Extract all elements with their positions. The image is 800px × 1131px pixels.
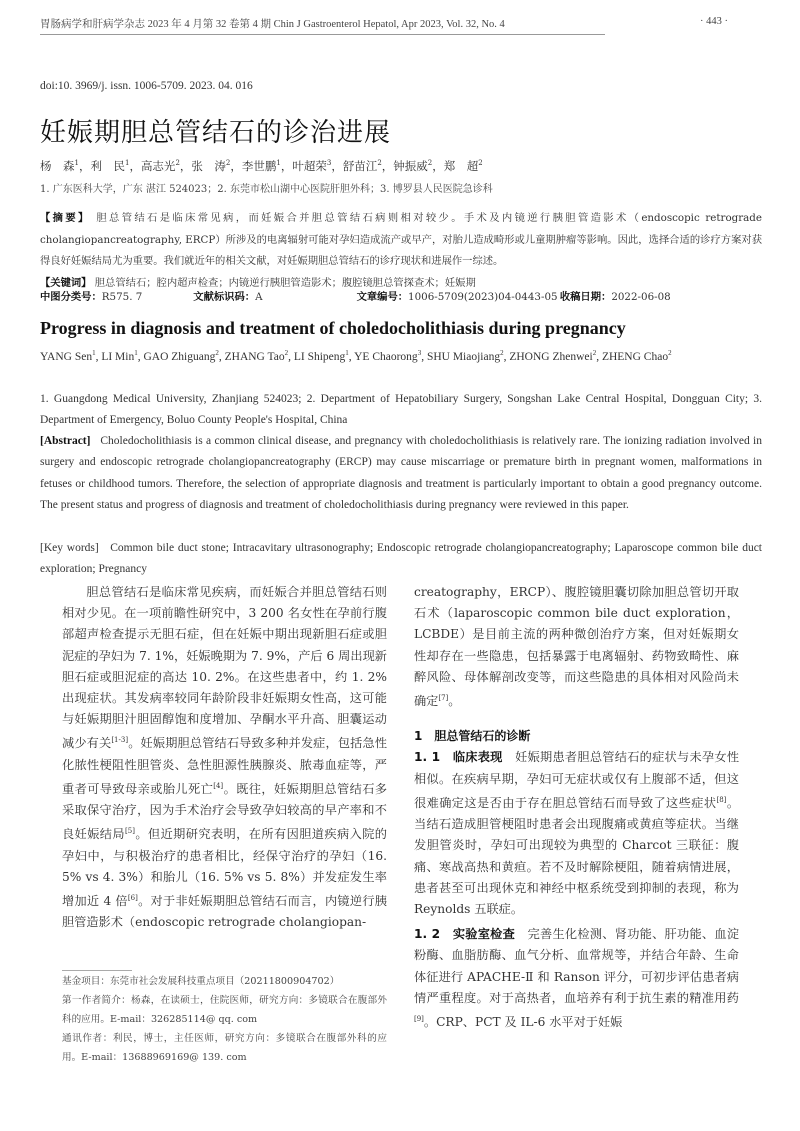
journal-citation: 胃肠病学和肝病学杂志 2023 年 4 月第 32 卷第 4 期 Chin J Gastroenterol Hepatol, Apr 2023, Vol. 32, No. 4 [40,16,605,35]
author-name: ZHONG Zhenwei [509,350,593,363]
citation-ref[interactable]: [9] [414,1014,424,1023]
text-run: 。对于非妊娠期胆总管结石而言，内镜逆行胰胆管造影术（endoscopic retrograde cholangiopan- [62,894,387,930]
author-name: 利 民 [90,159,125,173]
abstract-cn-block [40,208,762,294]
footnote-corresponding-author: 通讯作者：利民，博士，主任医师，研究方向：多镜联合在腹部外科的应用。E-mail：13688969169@ 139. com [62,1033,387,1063]
author-name: 张 涛 [191,159,226,173]
text-run: 完善生化检测、肾功能、肝功能、血淀粉酶、血脂肪酶、血气分析、血常规等，并结合年龄、生命体征进行 APACHE-Ⅱ 和 Ranson 评分，可初步评估患者病情严重程度。对于高热者，血培养有利于抗生素的精准用药 [414,927,740,1005]
text-run: 妊娠期患者胆总管结石的症状与未孕女性相似。在疾病早期，孕妇可无症状或仅有上腹部不适，但这很难确定这是否由于存在胆总管结石而导致了这些症状 [414,750,740,810]
abstract-cn-label: 【摘要】 [40,212,91,224]
section-heading: 1 胆总管结石的诊断 [414,729,531,744]
text-run: 。CRP、PCT 及 IL-6 水平对于妊娠 [423,1015,623,1030]
clc-label: 中图分类号： [40,291,102,303]
author-affiliation-marker: 2 [478,159,483,168]
article-number [357,288,557,303]
author-affiliation-marker: 1 [276,159,281,168]
author-affiliation-marker: 1 [345,349,349,357]
citation-ref[interactable]: [8] [716,795,727,804]
article-title-cn: 妊娠期胆总管结石的诊治进展 [40,118,392,148]
footnote-fund: 基金项目：东莞市社会发展科技重点项目（20211800904702） [62,976,340,987]
abstract-en-text: Choledocholithiasis is a common clinical disease, and pregnancy with choledocholithiasis is relatively rare. The ionizing radiation involved in surgery and endoscopic retrograde cholangiopancreatography (ERCP) may cause miscarriage or premature birth in pregnant women, malformations in fetuses or childhood tumors. Therefore, the selection of appropriate diagnosis and treatment is particularly important to obtain a good pregnancy outcome. The present status and progress of diagnosis and treatment of choledocholithiasis during pregnancy were reviewed in this paper. [40,435,762,511]
author-affiliation-marker: 2 [284,349,289,357]
citation-ref[interactable]: [4] [213,781,224,790]
body-paragraph [62,582,387,934]
author-name: LI Min [101,350,135,363]
affiliations-cn: 1. 广东医科大学，广东 湛江 524023；2. 东莞市松山湖中心医院肝胆外科；3. 博罗县人民医院急诊科 [40,184,493,195]
clc-value: R575. 7 [101,291,143,303]
author-affiliation-marker: 3 [417,349,422,357]
abstract-cn-text: 胆总管结石是临床常见病，而妊娠合并胆总管结石病则相对较少。手术及内镜逆行胰胆管造影术（endoscopic retrograde cholangiopancreatography, ERCP）所涉及的电离辐射可能对孕妇造成流产或早产，对胎儿造成畸形或儿童期肿瘤等影响。因此，选择合适的诊疗方案对获得良好妊娠结局尤为重要。我们就近年的相关文献，对妊娠期胆总管结石的诊疗现状和进展作一综述。 [40,212,762,267]
abstract-en [40,431,762,516]
author-affiliation-marker: 2 [377,159,382,168]
keywords-en-label: [Key words] [40,542,99,554]
doc-code-label: 文献标识码： [193,291,256,303]
text-run: 。 [448,694,461,709]
author-name: 李世鹏 [241,159,277,173]
clc-number [40,288,190,303]
citation-ref[interactable]: [6] [127,894,138,903]
author-affiliation-marker: 2 [668,349,672,357]
author-name: 郑 超 [443,159,479,173]
keywords-cn-label: 【关键词】 [40,276,92,289]
author-affiliation-marker: 2 [427,159,433,168]
subsection-heading: 1. 1 临床表现 [414,750,503,765]
author-affiliation-marker: 1 [124,159,130,168]
author-affiliation-marker: 2 [500,349,504,357]
author-name: YE Chaorong [354,350,418,363]
received-value: 2022-06-08 [611,291,671,303]
authors-en: YANG Sen$^1$, LI Min$^1$, GAO Zhiguang$^2$, ZHANG Tao$^2$, LI Shipeng$^1$, YE Chaorong$^3$, SHU Miaojiang$^2$, ZHONG Zhenwei$^2$, ZHENG Chao$^2$ [40,349,672,363]
body-column-left [62,582,387,934]
article-no-label: 文章编号： [356,291,409,303]
footnote-first-author: 第一作者简介：杨森，在读硕士，住院医师，研究方向：多镜联合在腹部外科的应用。E-mail：326285114@ qq. com [62,995,387,1025]
author-name: 杨 森 [40,159,75,173]
received-label: 收稿日期： [559,291,612,303]
affiliations-en: 1. Guangdong Medical University, Zhanjiang 524023; 2. Department of Hepatobiliary Surgery, Songshan Lake Central Hospital, Dongguan City; 3. Department of Emergency, Boluo County People's Hospital, China [40,393,762,426]
author-affiliation-marker: 1 [134,349,138,357]
text-run: creatography，ERCP）、腹腔镜胆囊切除加胆总管切开取石术（laparoscopic common bile duct exploration，LCBDE）是目前主流的两种微创治疗方案，但对妊娠期女性却存在一些隐患，包括暴露于电离辐射、药物致畸性、麻醉风险、母体解剖改变等，而这些隐患的具体相对风险尚未确定 [414,585,739,709]
author-affiliation-marker: 3 [326,159,332,168]
author-affiliation-marker: 2 [215,349,219,357]
article-meta [40,288,671,303]
author-name: SHU Miaojiang [426,350,501,363]
author-affiliation-marker: 2 [175,159,180,168]
body-paragraph [414,582,739,712]
body-column-right [414,582,739,1033]
text-run: 。但近期研究表明，在所有因胆道疾病入院的孕妇中，与积极治疗的患者相比，经保守治疗的孕妇（16. 5% vs 4. 3%）和胎儿（16. 5% vs 5. 8%）并发症发生率增加近 4 倍 [62,827,387,909]
citation-ref[interactable]: [1-3] [111,736,129,745]
author-name: 舒苗江 [342,159,378,173]
doc-code [193,288,353,303]
author-name: LI Shipeng [293,350,346,363]
author-name: 叶超荣 [292,159,327,173]
author-affiliation-marker: 1 [92,349,96,357]
author-name: GAO Zhiguang [143,350,216,363]
footnotes [62,972,387,1067]
author-affiliation-marker: 1 [74,159,79,168]
subsection-lab [414,924,739,1033]
subsection-clinical [414,747,739,920]
abstract-en-label: [Abstract] [40,435,91,447]
doc-code-value: A [255,291,263,303]
author-affiliation-marker: 2 [225,159,231,168]
abstract-cn [40,208,762,273]
keywords-en [40,538,762,581]
author-name: YANG Sen [40,350,93,363]
received-date [560,288,671,303]
citation-ref[interactable]: [5] [125,827,135,836]
doi[interactable]: doi:10. 3969/j. issn. 1006-5709. 2023. 04. 016 [40,80,253,92]
author-name: ZHENG Chao [601,350,669,363]
author-affiliation-marker: 2 [592,349,597,357]
keywords-en-text: Common bile duct stone; Intracavitary ultrasonography; Endoscopic retrograde cholangiopancreatography; Laparoscope common bile duct exploration; Pregnancy [40,542,762,576]
footnote-divider [62,970,132,971]
author-name: ZHANG Tao [224,350,285,363]
keywords-cn-text: 胆总管结石；腔内超声检查；内镜逆行胰胆管造影术；腹腔镜胆总管探查术；妊娠期 [94,276,476,289]
text-run: 。妊娠期胆总管结石导致多种并发症，包括急性化脓性梗阻性胆管炎、急性胆源性胰腺炎、脓毒血症等，严重者可导致母亲或胎儿死亡 [62,736,388,796]
authors-cn: 杨 森$^1$，利 民$^1$，高志光$^2$，张 涛$^2$，李世鹏$^1$，叶超荣$^3$，舒苗江$^2$，钟振威$^2$，郑 超$^2$ [40,159,483,173]
text-run: 胆总管结石是临床常见疾病，而妊娠合并胆总管结石则相对少见。在一项前瞻性研究中，3 200 名女性在孕前行腹部超声检查提示无胆石症，但在妊娠中期出现新胆石症或胆泥症的孕妇为 7. 1%，妊娠晚期为 7. 9%，产后 6 周出现新胆石症或胆泥症的高达 10. 2%。在这些患者中，约 1. 2% 出现症状。其发病率较同年龄阶段非妊娠期女性高，这可能与妊娠期胆汁胆固醇饱和度增加、孕酮水平升高、胆囊运动减少有关 [62,585,387,751]
subsection-heading: 1. 2 实验室检查 [414,927,516,942]
article-no-value: 1006-5709(2023)04-0443-05 [408,291,558,303]
citation-ref[interactable]: [7] [438,694,449,703]
text-run: 。当结石造成胆管梗阻时患者会出现腹痛或黄疸等症状。当继发胆管炎时，孕妇可出现较为典型的 Charcot 三联征：腹痛、寒战高热和黄疸。若不及时解除梗阻，随着病情进展，患者甚至可出现休克和神经中枢系统受到抑制的表现，称为 Reynolds 五联症。 [414,795,740,916]
author-name: 钟振威 [393,159,428,173]
text-run: 。既往，妊娠期胆总管结石多采取保守治疗，因为手术治疗会导致孕妇较高的早产率和不良妊娠结局 [62,781,388,842]
article-title-en: Progress in diagnosis and treatment of choledocholithiasis during pregnancy [40,318,626,338]
page-number: · 443 · [700,16,728,27]
running-head [40,16,760,35]
author-name: 高志光 [140,159,176,173]
